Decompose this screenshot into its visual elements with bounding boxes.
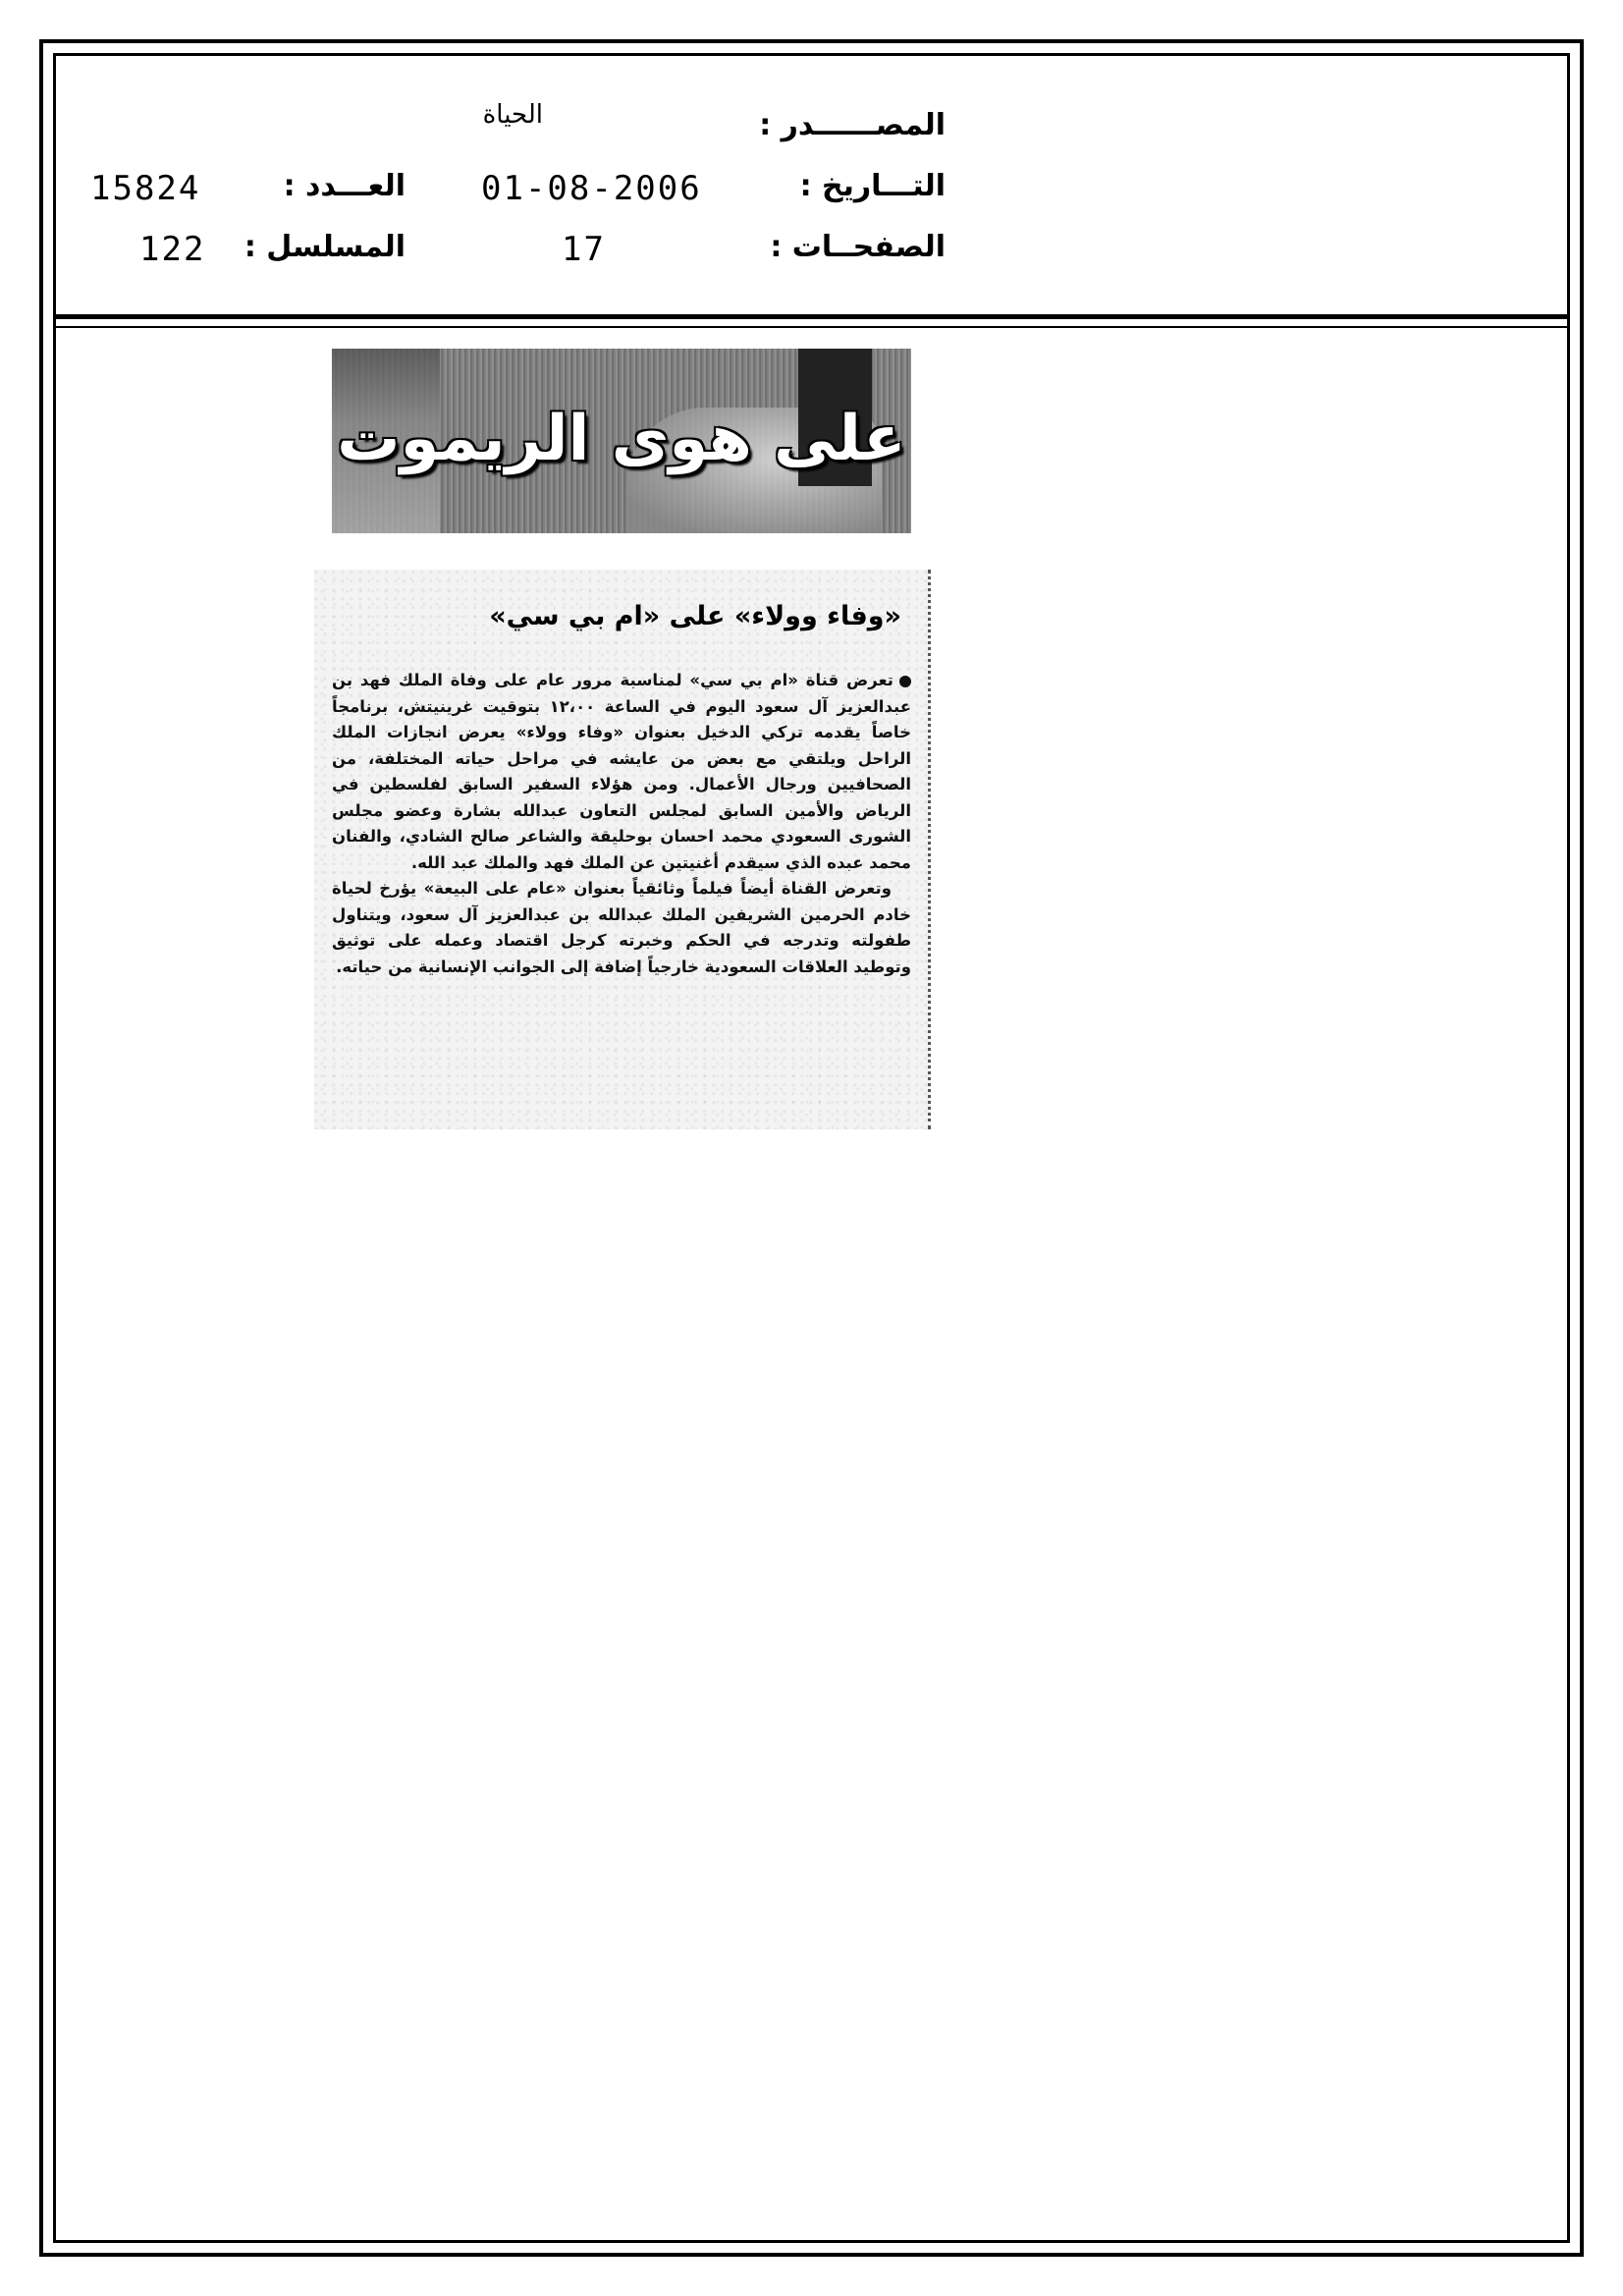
source-value: الحياة bbox=[482, 100, 543, 130]
date-label: التـــاريخ : bbox=[799, 169, 946, 203]
pages-value: 17 bbox=[562, 230, 606, 269]
issue-value: 15824 bbox=[90, 169, 201, 208]
source-label: المصــــــدر : bbox=[759, 108, 946, 142]
header-divider bbox=[53, 314, 1570, 319]
serial-value: 122 bbox=[139, 230, 206, 269]
pages-label: الصفحــات : bbox=[770, 230, 946, 264]
column-rule bbox=[925, 570, 931, 1129]
article-paragraph: تعرض قناة «ام بي سي» لمناسبة مرور عام على وفاة الملك فهد بن عبدالعزيز آل سعود اليوم في الساعة ١٢،٠٠ بتوقيت غرينيتش، برنامجاً خاصاً يقدمه تركي الدخيل بعنوان «وفاء وولاء» يعرض انجازات الملك الراحل ويلتقي مع بعض من عايشه في مراحل حياته المختلفة، من الصحافيين ورجال الأعمال. ومن هؤلاء السفير السابق لفلسطين في الرياض والأمين السابق لمجلس التعاون عبدالله بشارة وعضو مجلس الشورى السعودي محمد احسان بوحليقة والشاعر صالح الشادي، والفنان محمد عبده الذي سيقدم أغنيتين عن الملك فهد والملك عبد الله. bbox=[332, 671, 911, 872]
article-headline: «وفاء وولاء» على «ام بي سي» bbox=[489, 601, 901, 631]
column-banner-image bbox=[332, 349, 911, 533]
issue-label: العـــدد : bbox=[283, 169, 406, 203]
header-divider-thin bbox=[53, 326, 1570, 328]
date-value: 01-08-2006 bbox=[481, 169, 702, 208]
bullet-icon bbox=[899, 676, 911, 687]
article-clipping bbox=[314, 570, 931, 1129]
banner-title: على هوى الريموت bbox=[337, 403, 906, 475]
serial-label: المسلسل : bbox=[243, 230, 406, 264]
article-body bbox=[332, 668, 911, 980]
article-paragraph: وتعرض القناة أيضاً فيلماً وثائقياً بعنوان «عام على البيعة» يؤرخ لحياة خادم الحرمين الشريفين الملك عبدالله بن عبدالعزيز آل سعود، ويتناول طفولته وتدرجه في الحكم وخبرته كرجل اقتصاد وعمله على توثيق وتوطيد العلاقات السعودية خارجياً إضافة إلى الجوانب الإنسانية من حياته. bbox=[332, 879, 911, 976]
